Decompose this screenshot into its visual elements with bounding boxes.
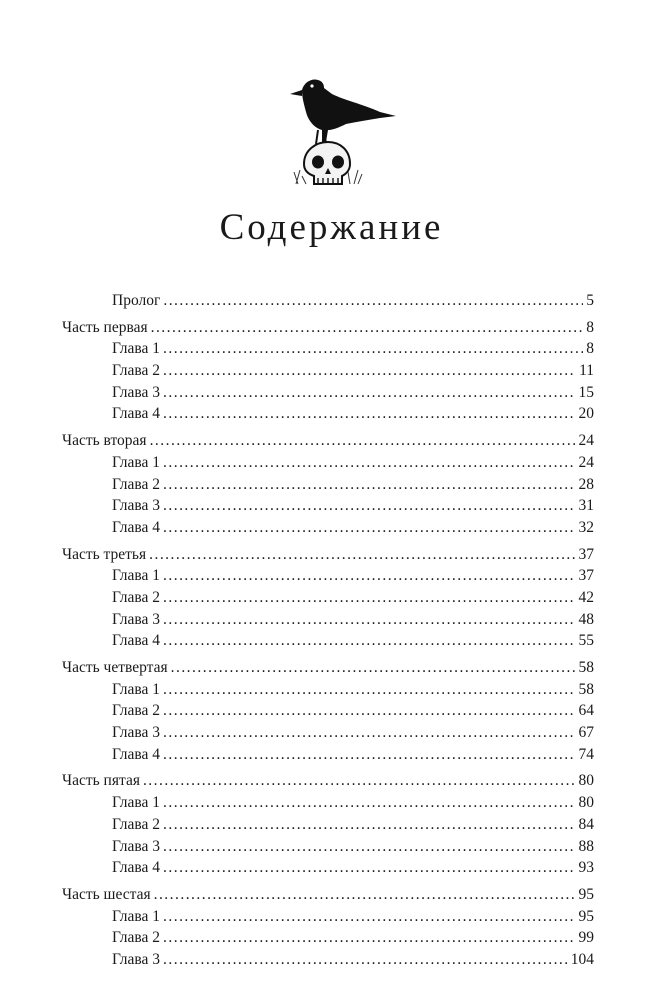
toc-entry-label: Часть вторая (62, 432, 147, 450)
toc-chapter-entry[interactable] (62, 609, 594, 631)
toc-chapter-entry[interactable] (62, 360, 594, 382)
dot-leader (150, 430, 576, 452)
dot-leader (163, 609, 575, 631)
toc-chapter-entry[interactable] (62, 792, 594, 814)
toc-chapter-entry[interactable] (62, 495, 594, 517)
toc-chapter-entry[interactable] (62, 382, 594, 404)
toc-page-number: 95 (578, 885, 594, 903)
toc-entry-label: Глава 4 (112, 745, 161, 763)
toc-page-number: 55 (578, 632, 594, 650)
toc-entry-label: Часть третья (62, 545, 147, 563)
toc-entry-label: Глава 4 (112, 632, 161, 650)
raven-on-skull-icon (288, 72, 400, 190)
toc-entry-label: Глава 2 (112, 929, 161, 947)
dot-leader (163, 744, 575, 766)
toc-page-number: 31 (578, 497, 594, 515)
toc-page-number: 99 (578, 929, 594, 947)
dot-leader (163, 792, 575, 814)
toc-page-number: 58 (578, 680, 594, 698)
dot-leader (163, 565, 575, 587)
toc-part-entry[interactable] (62, 770, 594, 792)
page-title: Содержание (219, 207, 444, 248)
toc-part-entry[interactable] (62, 884, 594, 906)
table-of-contents (62, 290, 594, 971)
dot-leader (163, 474, 575, 496)
toc-entry-label: Часть пятая (62, 772, 140, 790)
dot-leader (163, 679, 575, 701)
toc-page-number: 42 (578, 588, 594, 606)
toc-page-number: 11 (579, 362, 594, 380)
toc-entry-label: Глава 2 (112, 475, 161, 493)
toc-chapter-entry[interactable] (62, 587, 594, 609)
toc-chapter-entry[interactable] (62, 338, 594, 360)
toc-chapter-entry[interactable] (62, 722, 594, 744)
toc-page-number: 74 (578, 745, 594, 763)
toc-page-number: 24 (578, 453, 594, 471)
toc-page-number: 95 (578, 907, 594, 925)
toc-entry-label: Глава 3 (112, 383, 161, 401)
toc-entry-label: Глава 4 (112, 518, 161, 536)
dot-leader (154, 884, 576, 906)
toc-chapter-entry[interactable] (62, 927, 594, 949)
toc-chapter-entry[interactable] (62, 403, 594, 425)
dot-leader (163, 836, 575, 858)
toc-entry-label: Часть шестая (62, 885, 151, 903)
toc-part-entry[interactable] (62, 317, 594, 339)
toc-page-number: 24 (578, 432, 594, 450)
toc-page-number: 104 (570, 950, 594, 968)
toc-chapter-entry[interactable] (62, 857, 594, 879)
toc-page-number: 80 (578, 772, 594, 790)
dot-leader (163, 722, 575, 744)
toc-page-number: 37 (578, 545, 594, 563)
toc-page-number: 67 (578, 724, 594, 742)
toc-page-number: 88 (578, 837, 594, 855)
toc-page-number: 20 (578, 405, 594, 423)
dot-leader (163, 949, 568, 971)
toc-part-entry[interactable] (62, 430, 594, 452)
toc-chapter-entry[interactable] (62, 744, 594, 766)
dot-leader (163, 338, 583, 360)
toc-page-number: 8 (586, 340, 594, 358)
toc-entry-label: Глава 1 (112, 907, 161, 925)
toc-chapter-entry[interactable] (62, 906, 594, 928)
toc-page-number: 84 (578, 815, 594, 833)
dot-leader (163, 452, 575, 474)
toc-chapter-entry[interactable] (62, 949, 594, 971)
toc-entry-label: Глава 2 (112, 702, 161, 720)
dot-leader (163, 360, 576, 382)
dot-leader (163, 587, 575, 609)
dot-leader (163, 290, 583, 312)
toc-page-number: 93 (578, 859, 594, 877)
dot-leader (163, 630, 575, 652)
toc-part-entry[interactable] (62, 544, 594, 566)
toc-entry-label: Пролог (112, 292, 161, 309)
toc-page-number: 32 (578, 518, 594, 536)
toc-page-number: 80 (578, 794, 594, 812)
toc-page-number: 8 (586, 318, 594, 336)
toc-entry-label: Глава 1 (112, 567, 161, 585)
toc-entry-label: Глава 4 (112, 405, 161, 423)
dot-leader (171, 657, 576, 679)
toc-page-number: 5 (586, 292, 594, 309)
toc-chapter-entry[interactable] (62, 630, 594, 652)
toc-page-number: 48 (578, 610, 594, 628)
toc-page-number: 15 (578, 383, 594, 401)
toc-chapter-entry[interactable] (62, 679, 594, 701)
toc-entry-label: Глава 3 (112, 497, 161, 515)
toc-chapter-entry[interactable] (62, 474, 594, 496)
toc-entry-label: Часть первая (62, 318, 148, 336)
dot-leader (163, 927, 575, 949)
toc-entry-label: Часть четвертая (62, 659, 168, 676)
toc-page-number: 28 (578, 475, 594, 493)
toc-chapter-entry[interactable] (62, 452, 594, 474)
toc-entry-label: Глава 3 (112, 724, 161, 742)
toc-entry-label: Глава 3 (112, 610, 161, 628)
dot-leader (163, 857, 575, 879)
dot-leader (163, 495, 575, 517)
toc-page-number: 64 (578, 702, 594, 720)
dot-leader (163, 814, 575, 836)
toc-chapter-entry[interactable] (62, 700, 594, 722)
toc-entry-label: Глава 1 (112, 680, 161, 698)
dot-leader (163, 403, 575, 425)
toc-page-number: 58 (578, 659, 594, 676)
dot-leader (151, 317, 584, 339)
toc-chapter-entry[interactable] (62, 836, 594, 858)
dot-leader (163, 906, 575, 928)
toc-page-number: 37 (578, 567, 594, 585)
dot-leader (163, 517, 575, 539)
dot-leader (163, 382, 575, 404)
toc-entry-label: Глава 1 (112, 794, 161, 812)
toc-entry-label: Глава 2 (112, 588, 161, 606)
toc-entry-label: Глава 3 (112, 837, 161, 855)
toc-chapter-entry[interactable] (62, 565, 594, 587)
toc-entry-label: Глава 2 (112, 815, 161, 833)
toc-part-entry[interactable] (62, 657, 594, 679)
toc-entry-label: Глава 1 (112, 340, 161, 358)
toc-chapter-entry[interactable] (62, 814, 594, 836)
toc-chapter-entry[interactable] (62, 290, 594, 312)
dot-leader (149, 544, 575, 566)
toc-entry-label: Глава 3 (112, 950, 161, 968)
dot-leader (163, 700, 575, 722)
dot-leader (143, 770, 576, 792)
toc-entry-label: Глава 4 (112, 859, 161, 877)
toc-entry-label: Глава 2 (112, 362, 161, 380)
toc-entry-label: Глава 1 (112, 453, 161, 471)
toc-chapter-entry[interactable] (62, 517, 594, 539)
